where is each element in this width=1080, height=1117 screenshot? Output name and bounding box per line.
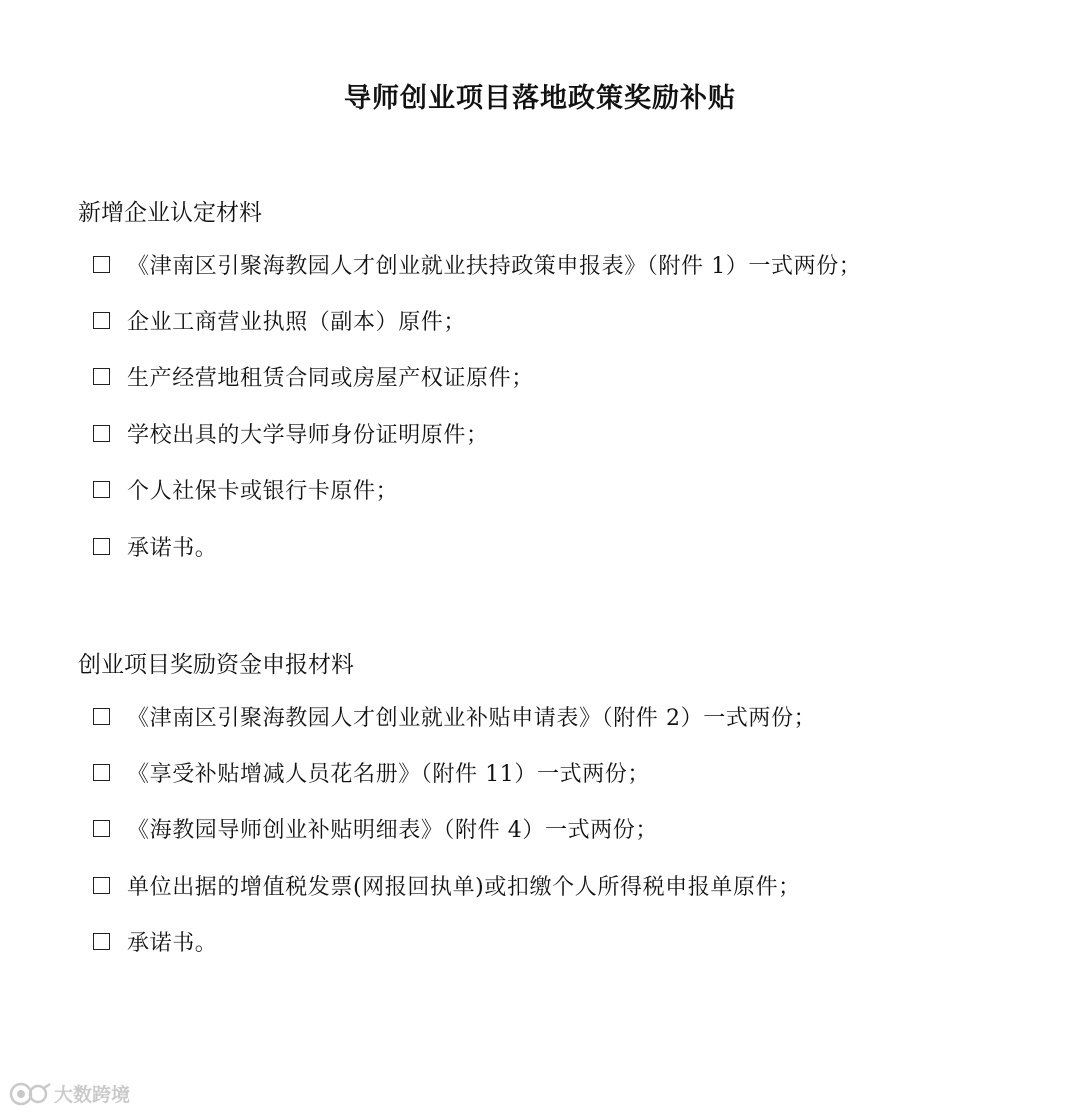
checkbox[interactable] xyxy=(93,877,110,894)
checklist-item xyxy=(93,914,816,970)
checkbox[interactable] xyxy=(93,368,110,385)
checkbox[interactable] xyxy=(93,933,110,950)
checklist-item xyxy=(93,349,861,405)
checklist-item-text: 承诺书。 xyxy=(127,931,218,957)
checkbox[interactable] xyxy=(93,538,110,555)
checkbox[interactable] xyxy=(93,256,110,273)
checklist-item-text: 《享受补贴增减人员花名册》（附件 11）一式两份； xyxy=(127,762,650,788)
checkbox[interactable] xyxy=(93,708,110,725)
checklist-item-text: 学校出具的大学导师身份证明原件； xyxy=(127,422,489,448)
checkbox[interactable] xyxy=(93,425,110,442)
page-title: 导师创业项目落地政策奖励补贴 xyxy=(344,83,736,114)
checklist-reward-funds xyxy=(93,688,816,970)
checklist-item-text: 《津南区引聚海教园人才创业就业补贴申请表》（附件 2）一式两份； xyxy=(127,705,817,731)
checklist-item xyxy=(93,744,816,800)
watermark-text: 大数跨境 xyxy=(54,1084,131,1106)
checklist-item xyxy=(93,236,861,292)
checklist-item-text: 个人社保卡或银行卡原件； xyxy=(127,479,399,505)
checklist-item-text: 单位出据的增值税发票(网报回执单)或扣缴个人所得税申报单原件； xyxy=(127,874,801,900)
checklist-item xyxy=(93,292,861,348)
checkbox[interactable] xyxy=(93,820,110,837)
checklist-item xyxy=(93,462,861,518)
checklist-item-text: 《海教园导师创业补贴明细表》（附件 4）一式两份； xyxy=(127,818,658,844)
checkbox[interactable] xyxy=(93,312,110,329)
checklist-item-text: 生产经营地租赁合同或房屋产权证原件； xyxy=(127,366,534,392)
checklist-item xyxy=(93,405,861,461)
checklist-item xyxy=(93,518,861,574)
watermark xyxy=(8,1080,130,1107)
checklist-item xyxy=(93,857,816,913)
checkbox[interactable] xyxy=(93,764,110,781)
checkbox[interactable] xyxy=(93,481,110,498)
checklist-item-text: 承诺书。 xyxy=(127,535,218,561)
checklist-item xyxy=(93,801,816,857)
section-heading-reward-funds: 创业项目奖励资金申报材料 xyxy=(78,652,354,678)
checklist-item xyxy=(93,688,816,744)
checklist-new-enterprise xyxy=(93,236,861,574)
logo-icon xyxy=(8,1081,52,1107)
section-heading-new-enterprise: 新增企业认定材料 xyxy=(78,200,262,226)
checklist-item-text: 企业工商营业执照（副本）原件； xyxy=(127,310,467,336)
checklist-item-text: 《津南区引聚海教园人才创业就业扶持政策申报表》（附件 1）一式两份； xyxy=(127,253,862,279)
